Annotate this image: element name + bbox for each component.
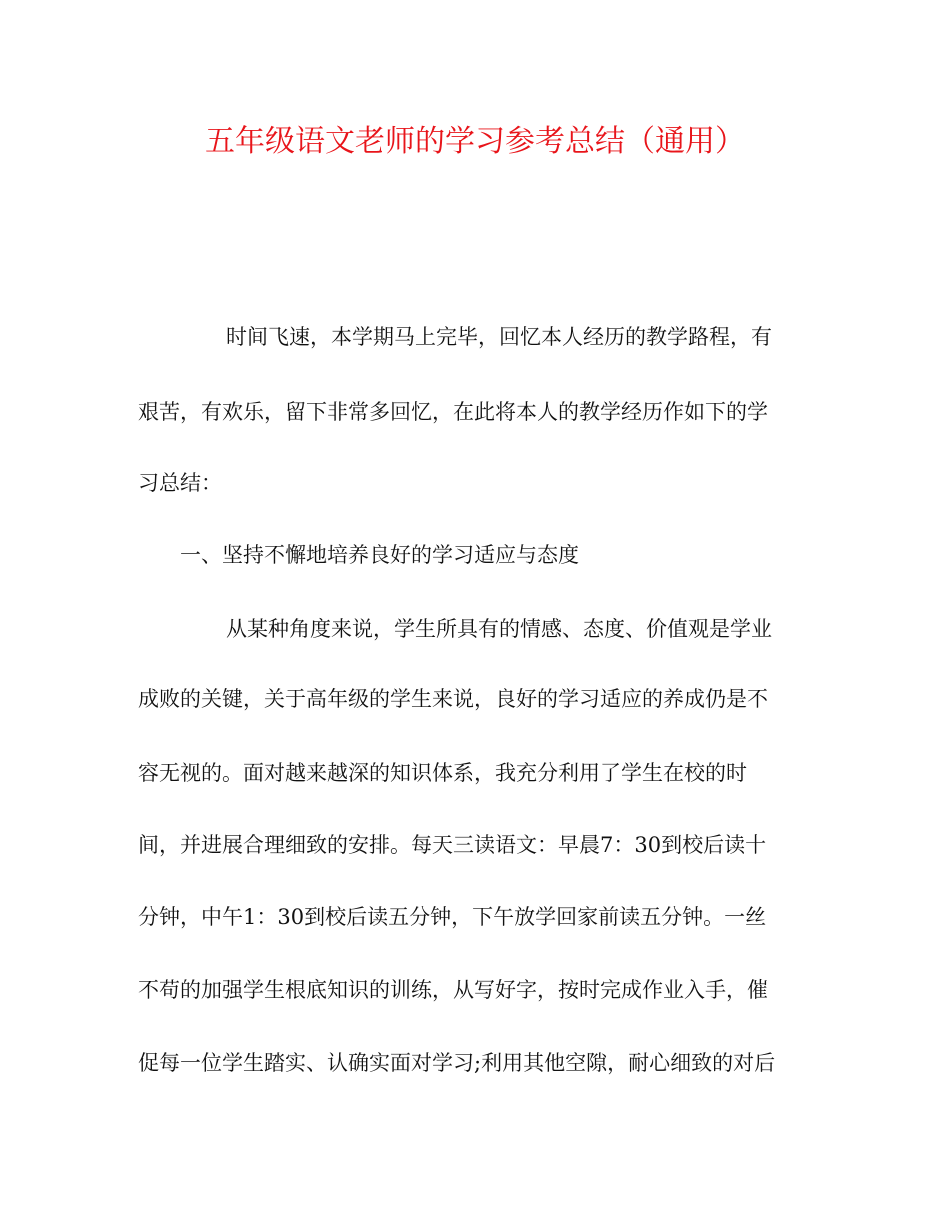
paragraph-line: 习总结：	[138, 471, 222, 495]
paragraph-line: 促每一位学生踏实、认确实面对学习;利用其他空隙，耐心细致的对后	[138, 1051, 776, 1075]
paragraph-line: 不苟的加强学生根底知识的训练，从写好字，按时完成作业入手，催	[138, 978, 768, 1002]
paragraph-line: 分钟，中午1：30到校后读五分钟，下午放学回家前读五分钟。一丝	[138, 905, 767, 929]
document-title: 五年级语文老师的学习参考总结（通用）	[205, 124, 745, 159]
section-heading: 一、坚持不懈地培养良好的学习适应与态度	[180, 543, 579, 567]
paragraph-line: 成败的关键，关于高年级的学生来说，良好的学习适应的养成仍是不	[138, 687, 768, 711]
paragraph-line: 时间飞速，本学期马上完毕，回忆本人经历的教学路程，有	[226, 325, 772, 349]
paragraph-line: 从某种角度来说，学生所具有的情感、态度、价值观是学业	[226, 617, 772, 641]
paragraph-line: 艰苦，有欢乐，留下非常多回忆，在此将本人的教学经历作如下的学	[138, 400, 768, 424]
paragraph-line: 容无视的。面对越来越深的知识体系，我充分利用了学生在校的时	[138, 761, 747, 785]
paragraph-line: 间，并进展合理细致的安排。每天三读语文：早晨7：30到校后读十	[138, 833, 767, 857]
